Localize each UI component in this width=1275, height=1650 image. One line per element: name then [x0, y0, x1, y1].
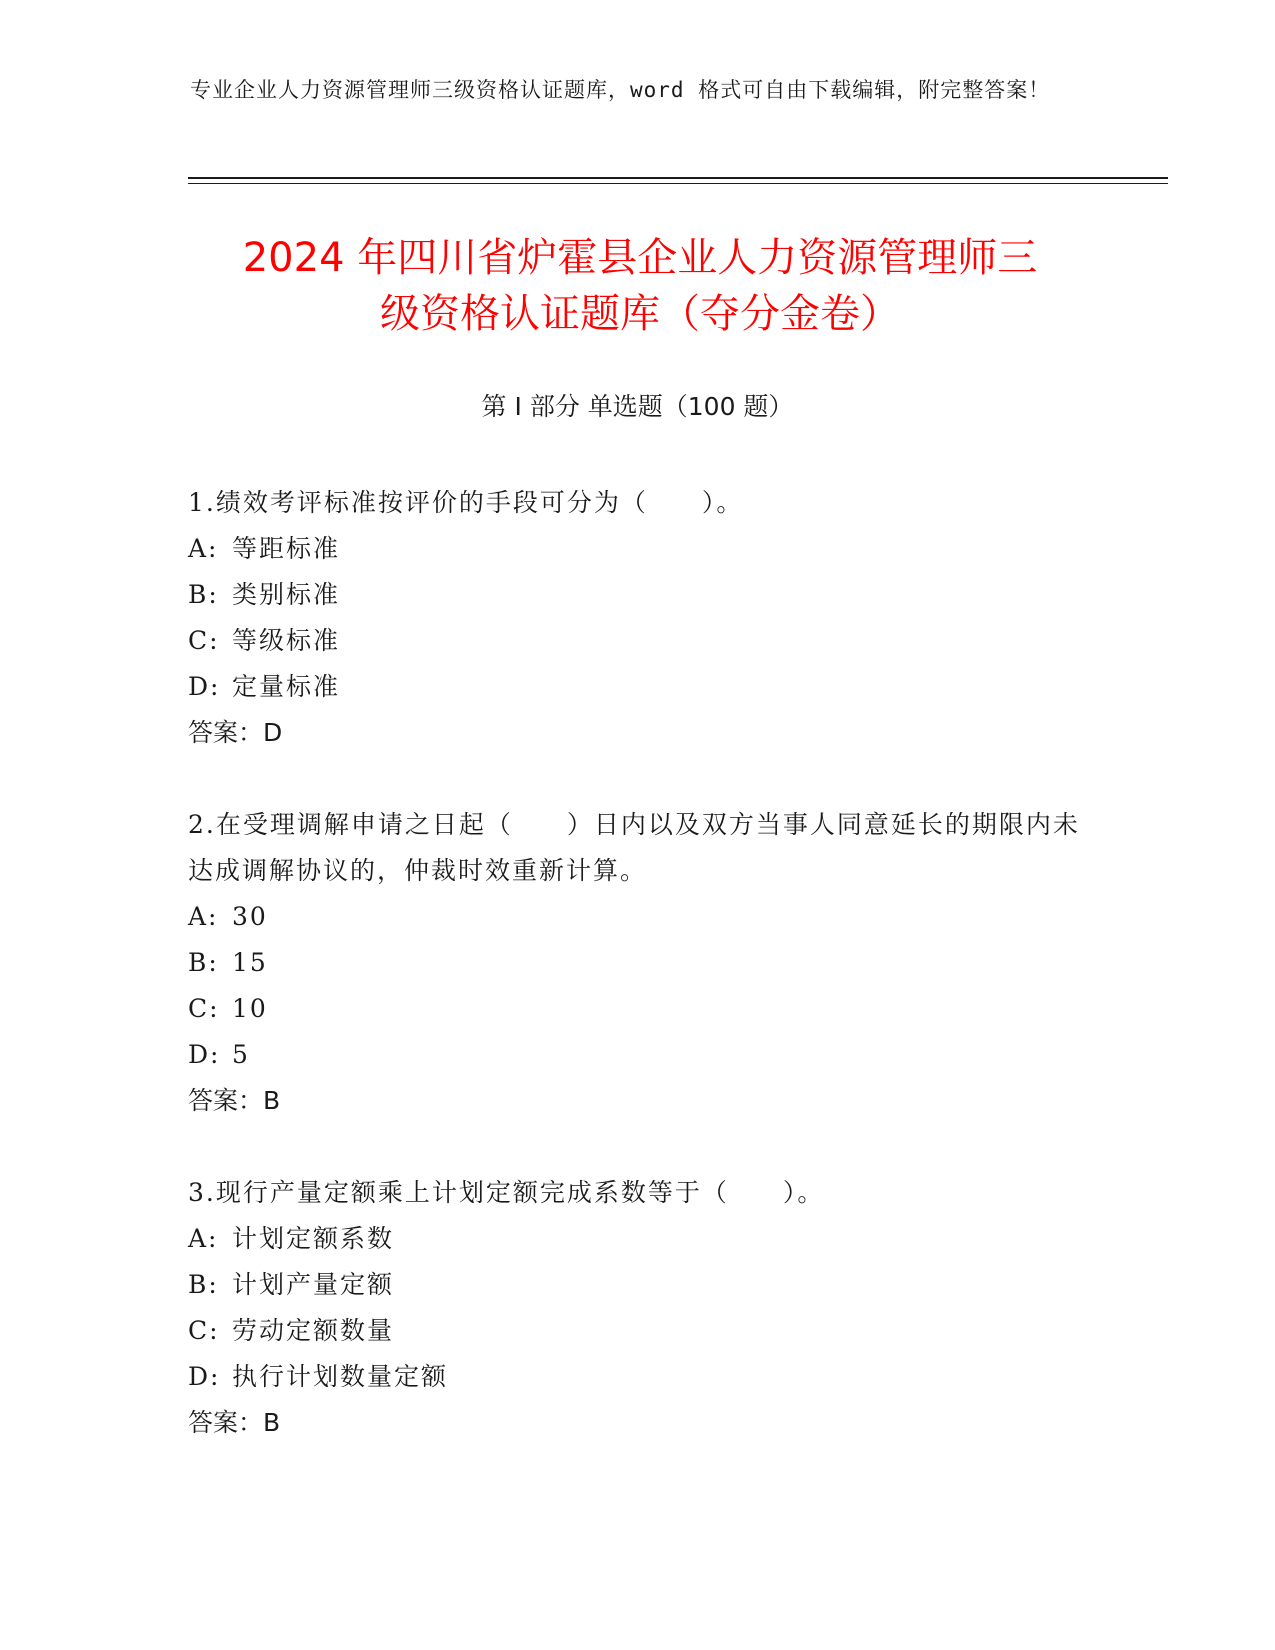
option-text: 等距标准: [232, 534, 341, 563]
answer: 答案：D: [188, 718, 283, 747]
option-text: 5: [232, 1040, 250, 1069]
option-b: [188, 572, 1088, 618]
document-title: [190, 230, 1090, 342]
question-stem: 3.现行产量定额乘上计划定额完成系数等于（ ）。: [188, 1178, 825, 1207]
option-key: D:: [188, 1040, 221, 1069]
option-b: [188, 940, 1088, 986]
option-key: C:: [188, 626, 220, 655]
option-key: D:: [188, 1362, 221, 1391]
option-b: [188, 1262, 1088, 1308]
question-list: [188, 480, 1088, 1492]
option-key: B:: [188, 1270, 219, 1299]
answer: 答案：B: [188, 1086, 281, 1115]
option-key: B:: [188, 948, 219, 977]
option-text: 15: [232, 948, 268, 977]
option-text: 类别标准: [232, 580, 341, 609]
option-key: A:: [188, 1224, 219, 1253]
header-rule-thick: [188, 177, 1168, 179]
option-key: C:: [188, 1316, 220, 1345]
question-3: [188, 1170, 1088, 1446]
document-title-line-1: 2024 年四川省炉霍县企业人力资源管理师三: [242, 235, 1038, 281]
question-stem: 2.在受理调解申请之日起（ ）日内以及双方当事人同意延长的期限内未达成调解协议的，仲裁时效重新计算。: [188, 810, 1080, 885]
option-c: [188, 1308, 1088, 1354]
question-1: [188, 480, 1088, 756]
answer: 答案：B: [188, 1408, 281, 1437]
option-text: 定量标准: [232, 672, 341, 701]
option-text: 计划产量定额: [232, 1270, 395, 1299]
option-a: [188, 526, 1088, 572]
option-text: 等级标准: [232, 626, 341, 655]
option-key: D:: [188, 672, 221, 701]
option-a: [188, 894, 1088, 940]
option-key: B:: [188, 580, 219, 609]
option-key: C:: [188, 994, 220, 1023]
option-text: 30: [232, 902, 268, 931]
option-c: [188, 618, 1088, 664]
option-key: A:: [188, 534, 219, 563]
option-text: 计划定额系数: [232, 1224, 395, 1253]
question-2: [188, 802, 1088, 1124]
option-text: 10: [232, 994, 268, 1023]
option-a: [188, 1216, 1088, 1262]
option-d: [188, 664, 1088, 710]
option-d: [188, 1354, 1088, 1400]
header-note: 专业企业人力资源管理师三级资格认证题库，word 格式可自由下载编辑，附完整答案！: [190, 78, 1051, 102]
option-text: 执行计划数量定额: [232, 1362, 449, 1391]
document-title-line-2: 级资格认证题库（夺分金卷）: [380, 291, 900, 337]
option-text: 劳动定额数量: [232, 1316, 395, 1345]
option-d: [188, 1032, 1088, 1078]
option-key: A:: [188, 902, 219, 931]
header-rule-thin: [188, 183, 1168, 184]
option-c: [188, 986, 1088, 1032]
question-stem: 1.绩效考评标准按评价的手段可分为（ ）。: [188, 488, 744, 517]
section-heading: 第 I 部分 单选题（100 题）: [481, 392, 794, 421]
